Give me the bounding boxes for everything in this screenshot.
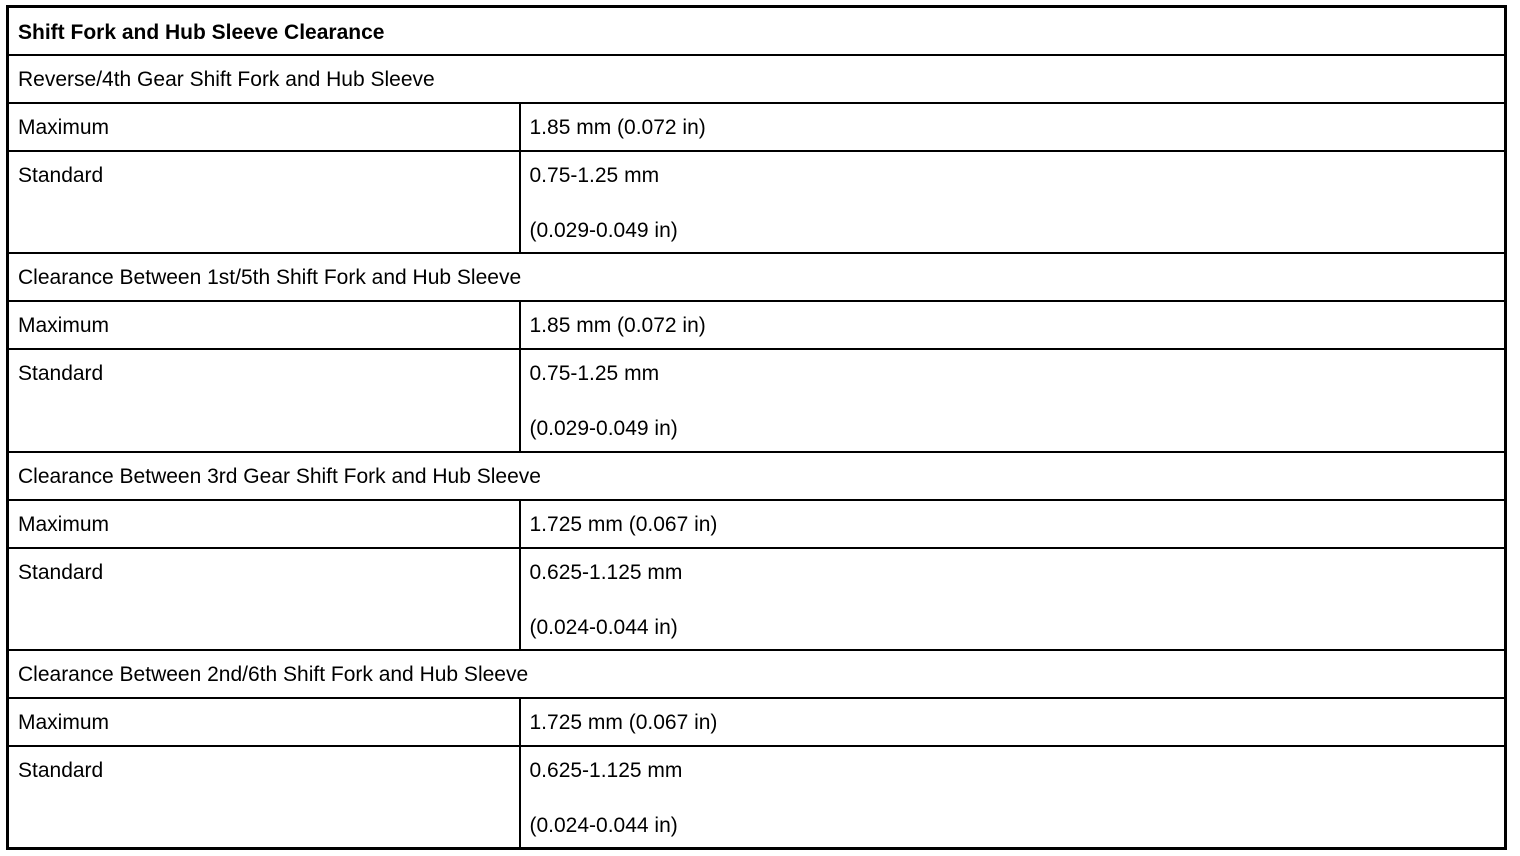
table-row (8, 103, 1506, 151)
table-row (8, 151, 1506, 253)
table-title-row (8, 7, 1506, 55)
maximum-label: Maximum (8, 698, 520, 746)
section-heading-row (8, 55, 1506, 103)
maximum-value: 1.725 mm (0.067 in) (520, 698, 1506, 746)
standard-value-cell (520, 746, 1506, 848)
section-heading: Clearance Between 2nd/6th Shift Fork and Hub Sleeve (8, 650, 1506, 698)
maximum-value: 1.85 mm (0.072 in) (520, 103, 1506, 151)
standard-value-in: (0.024-0.044 in) (529, 615, 678, 639)
standard-value-mm: 0.625-1.125 mm (529, 560, 683, 584)
standard-label: Standard (8, 746, 520, 848)
maximum-label: Maximum (8, 301, 520, 349)
table-row (8, 548, 1506, 650)
standard-label: Standard (8, 548, 520, 650)
standard-value-cell (520, 548, 1506, 650)
section-heading: Clearance Between 1st/5th Shift Fork and Hub Sleeve (8, 253, 1506, 301)
table-row (8, 301, 1506, 349)
clearance-spec-table (6, 5, 1507, 850)
table-row (8, 500, 1506, 548)
standard-value-in: (0.024-0.044 in) (529, 814, 678, 838)
table-row (8, 349, 1506, 451)
standard-value-cell (520, 151, 1506, 253)
section-heading-row (8, 253, 1506, 301)
section-heading: Reverse/4th Gear Shift Fork and Hub Sleeve (8, 55, 1506, 103)
standard-value-in: (0.029-0.049 in) (529, 417, 678, 441)
section-heading-row (8, 452, 1506, 500)
table-row (8, 698, 1506, 746)
maximum-value: 1.725 mm (0.067 in) (520, 500, 1506, 548)
standard-value-mm: 0.75-1.25 mm (529, 362, 660, 386)
table-row (8, 746, 1506, 848)
standard-value-mm: 0.75-1.25 mm (529, 163, 660, 187)
maximum-value: 1.85 mm (0.072 in) (520, 301, 1506, 349)
standard-label: Standard (8, 349, 520, 451)
maximum-label: Maximum (8, 500, 520, 548)
section-heading-row (8, 650, 1506, 698)
standard-value-cell (520, 349, 1506, 451)
standard-value-in: (0.029-0.049 in) (529, 218, 678, 242)
standard-value-mm: 0.625-1.125 mm (529, 759, 683, 783)
maximum-label: Maximum (8, 103, 520, 151)
table-title: Shift Fork and Hub Sleeve Clearance (8, 7, 1506, 55)
standard-label: Standard (8, 151, 520, 253)
section-heading: Clearance Between 3rd Gear Shift Fork and Hub Sleeve (8, 452, 1506, 500)
